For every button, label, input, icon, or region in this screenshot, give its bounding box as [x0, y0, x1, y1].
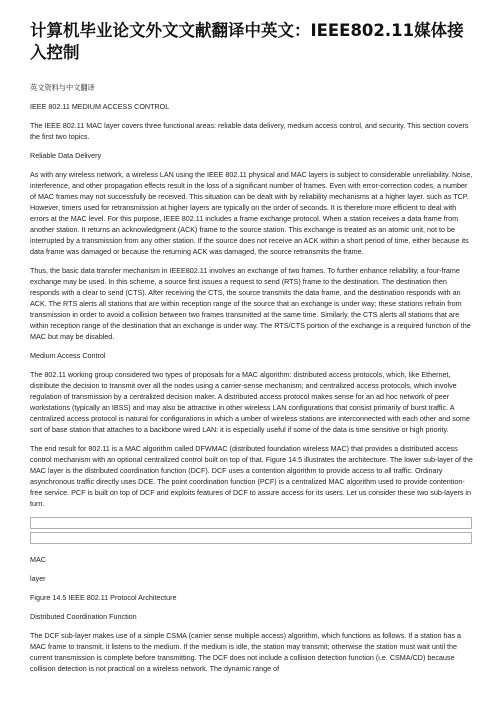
section-heading: Distributed Coordination Function — [30, 612, 137, 621]
figure-label: layer — [30, 574, 46, 583]
paragraph: The 802.11 working group considered two types of proposals for a MAC algorithm: distributed access protocols, which, like Ethernet, distribute the decision to transmit over all the nodes using a carrier-sense mechanism; and centralized access protocols, which involve regulation of transmission by a centralized decision maker. A distributed access protocol makes sense for an ad hoc network of peer workstations (typically an IBSS) and may also be attractive in other wireless LAN configurations that consist primarily of burst traffic. A centralized access protocol is natural for configurations in which a umber of wireless stations are interconnected with each other and some sort of base station that attaches to a backbone wired LAN: it is especially useful if some of the data is time sensitive or high priority. — [30, 370, 470, 434]
paragraph: The IEEE 802.11 MAC layer covers three functional areas: reliable data delivery, medium access control, and security. This section covers the first two topics. — [30, 121, 469, 141]
page-title: 计算机毕业论文外文文献翻译中英文：IEEE802.11媒体接入控制 — [30, 21, 464, 62]
figure-box — [30, 517, 472, 529]
section-heading: Medium Access Control — [30, 351, 106, 360]
section-heading: Reliable Data Delivery — [30, 151, 102, 160]
figure-caption: Figure 14.5 IEEE 802.11 Protocol Architecture — [30, 593, 177, 602]
paragraph: As with any wireless network, a wireless LAN using the IEEE 802.11 physical and MAC layers is subject to considerable unreliability. Noise, interference, and other propagation effects result in the loss of a significant number of frames. Even with error-correction codes, a number of MAC frames may not successfully be received. This situation can be dealt with by reliability mechanisms at a higher layer. such as TCP. However, timers used for retransmission at higher layers are typically on the order of seconds. It is therefore more efficient to deal with errors at the MAC level. For this purpose, IEEE 802.11 includes a frame exchange protocol. When a station receives a data frame from another station. It returns an acknowledgment (ACK) frame to the source station. This exchange is treated as an atomic unit, not to be interrupted by a transmission from any other station. If the source does not receive an ACK within a short period of time, either because its data frame was damaged or because the returning ACK was damaged, the source retransmits the frame. — [30, 170, 473, 256]
paragraph: Thus, the basic data transfer mechanism in IEEE802.11 involves an exchange of two frames. To further enhance reliability, a four-frame exchange may be used. In this scheme, a source first issues a request to send (RTS) frame to the destination. The destination then responds with a clear to send (CTS). After receiving the CTS, the source transmits the data frame, and the destination responds with an ACK. The RTS alerts all stations that are within reception range of the source that an exchange is under way; these stations refrain from transmission in order to avoid a collision between two frames transmitted at the same time. Similarly, the CTS alerts all stations that are within reception range of the destination that an exchange is under way. The RTS/CTS portion of the exchange is a required function of the MAC but may be disabled. — [30, 266, 471, 341]
subtitle: 英文资料与中文翻译 — [30, 83, 95, 92]
figure-placeholder — [30, 517, 474, 544]
section-heading: IEEE 802.11 MEDIUM ACCESS CONTROL — [30, 102, 170, 111]
paragraph: The DCF sub-layer makes use of a simple CSMA (carrier sense multiple access) algorithm, which functions as follows. If a station has a MAC frame to transmit, it listens to the medium. If the medium is idle, the station may transmit; otherwise the station must wait until the current transmission is complete before transmitting. The DCF does not include a collision detection function (i.e. CSMA/CD) because collision detection is not practical on a wireless network. The dynamic range of — [30, 631, 462, 673]
figure-label: MAC — [30, 555, 46, 564]
figure-box — [30, 532, 472, 544]
paragraph: The end result for 802.11 is a MAC algorithm called DFWMAC (distributed foundation wireless MAC) that provides a distributed access control mechanism with an optional centralized control built on top of that. Figure 14.5 illustrates the architecture. The lower sub-layer of the MAC layer is the distributed coordination function (DCF). DCF uses a contention algorithm to provide access to all traffic. Ordinary asynchronous traffic directly uses DCE. The point coordination function (PCF) is a centralized MAC algorithm used to provide contention-free service. PCF is built on top of DCF and exploits features of DCF to assure access for its users. Let us consider these two sub-layers in turn. — [30, 444, 473, 508]
